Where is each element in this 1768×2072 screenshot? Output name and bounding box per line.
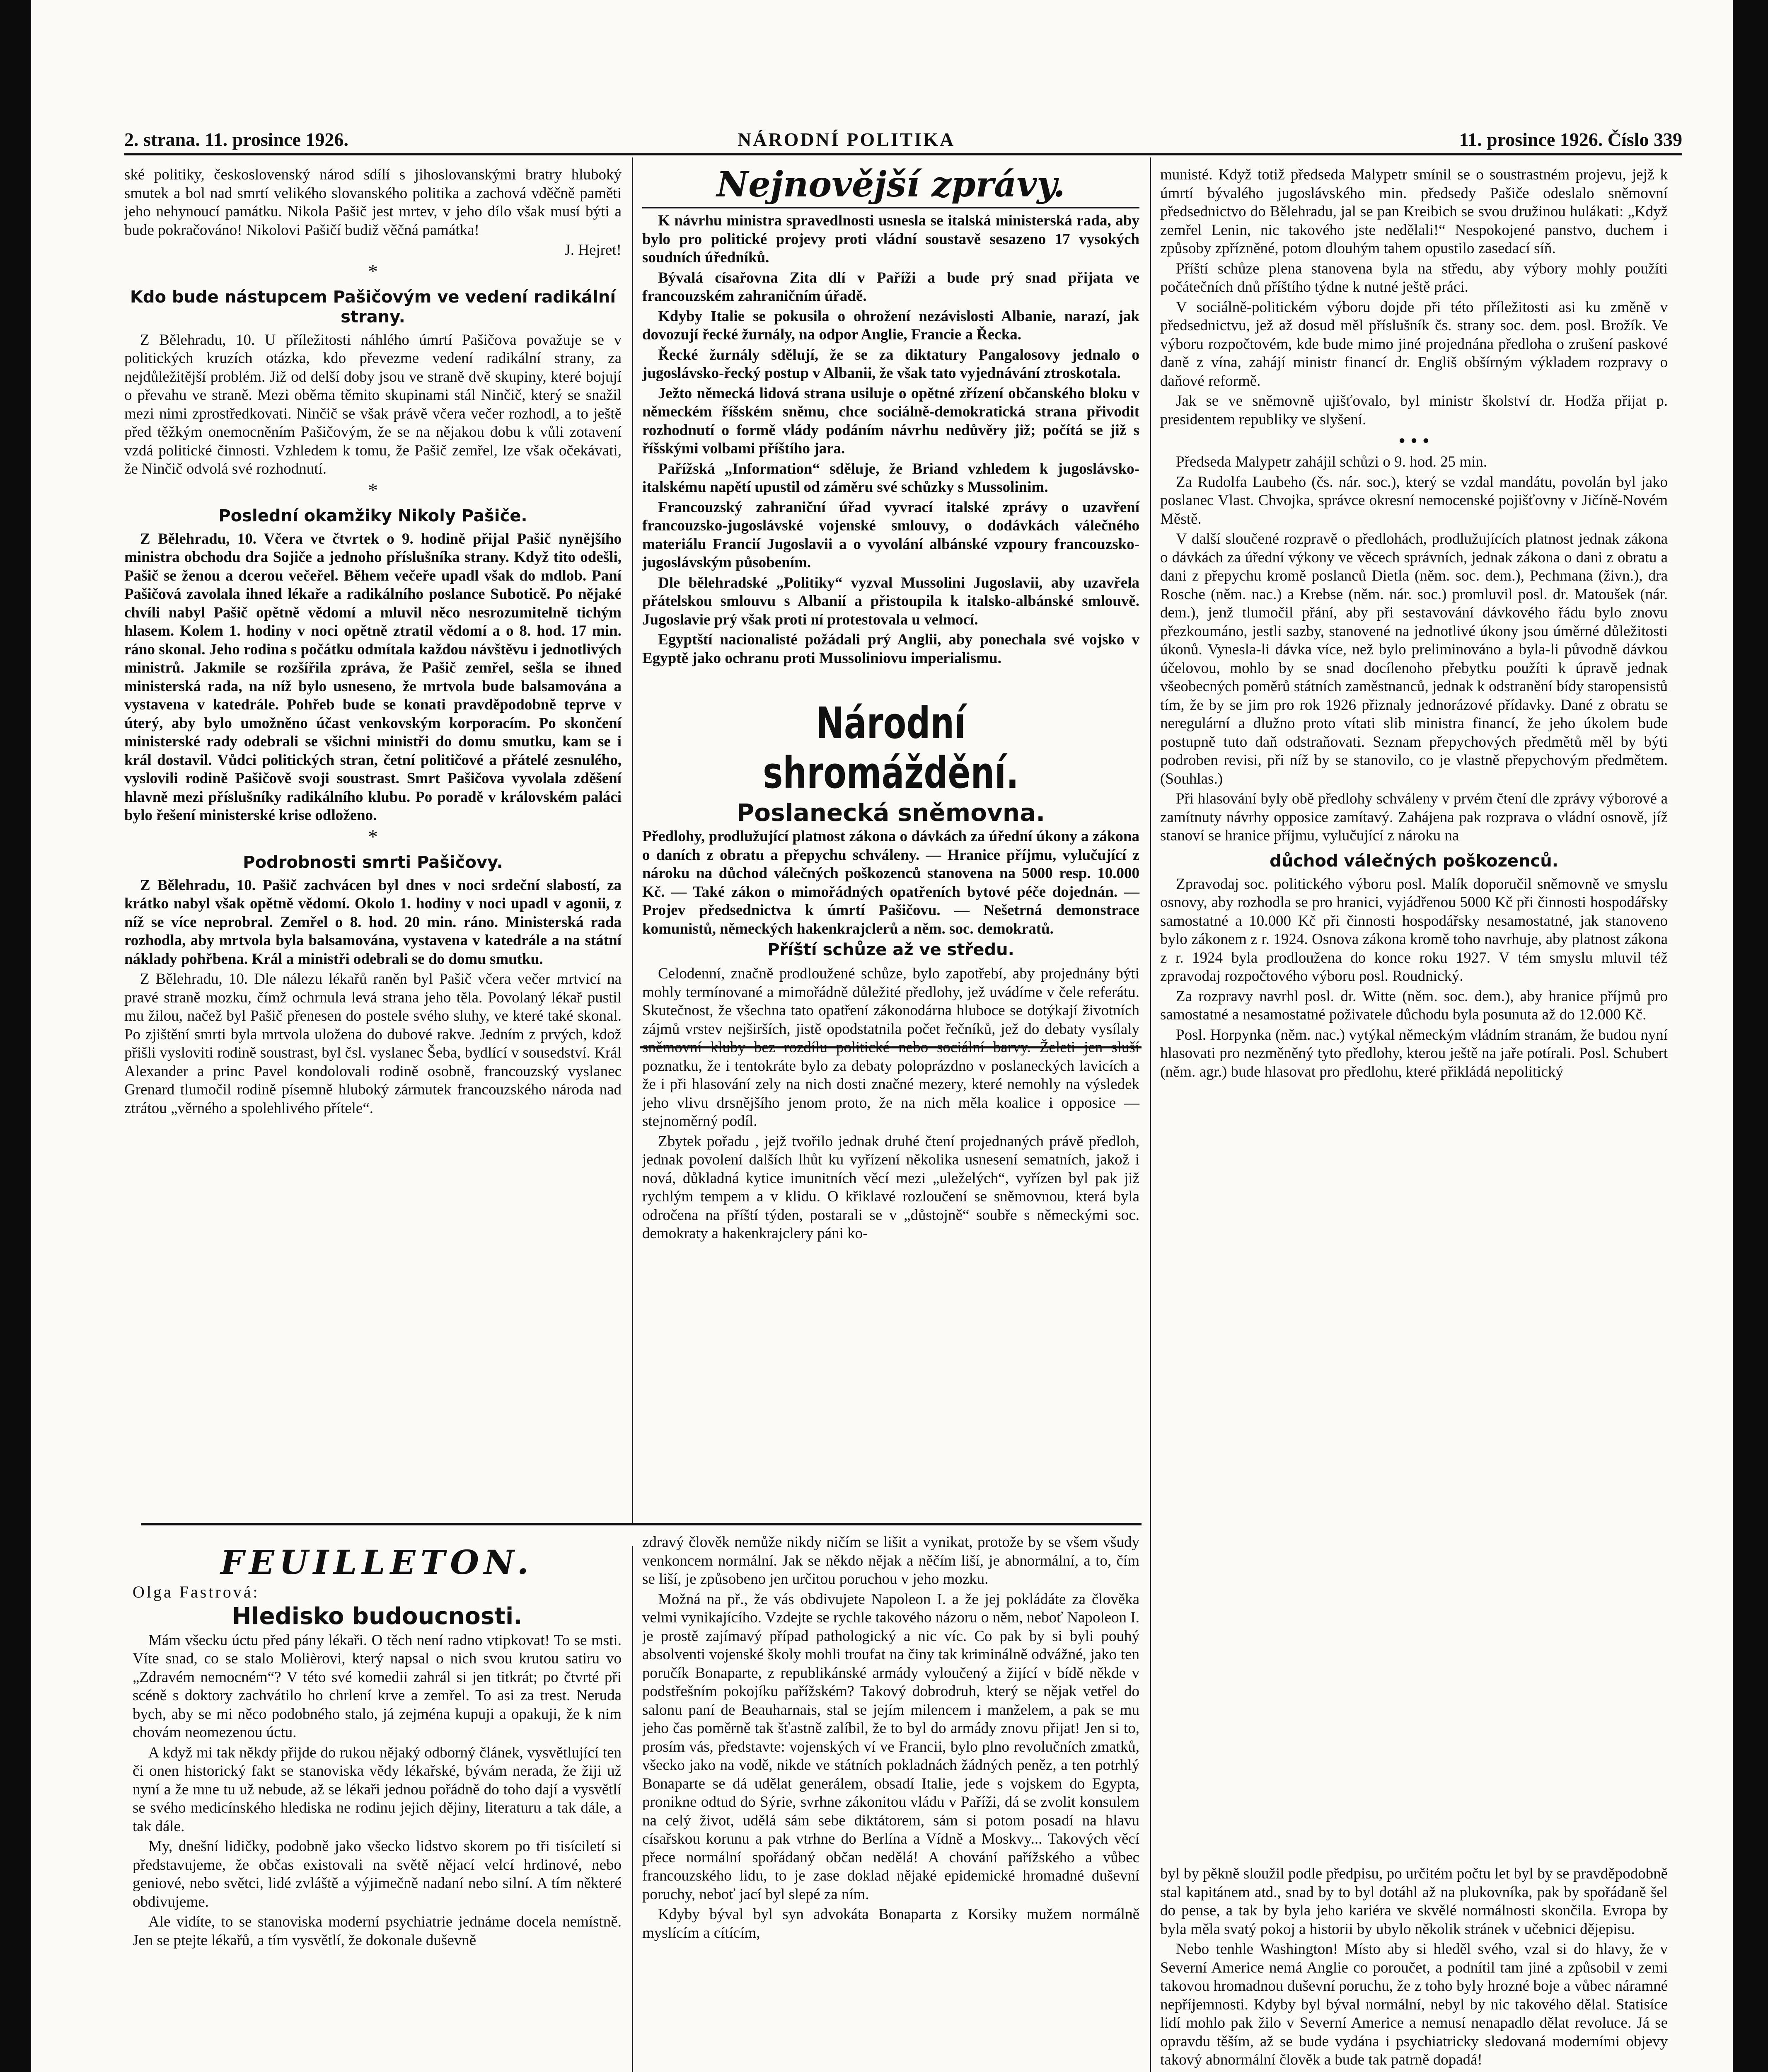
news-item: K návrhu ministra spravedlnosti usnesla se italská ministerská rada, aby bylo pro politické projevy proti vládní soustavě sesazeno 17 vysokých soudních úředníků. — [642, 212, 1139, 266]
feuilleton-text: My, dnešní lidičky, podobně jako všecko lidstvo skorem po tři tisíciletí si představujeme, že občas existovali na světě nějací velcí hrdinové, nebo geniové, nebo světci, lidé zvláště a výjimečně nadaní nebo silní. A tím některé obdivujeme. — [133, 1838, 622, 1910]
separator-asterisk: * — [368, 825, 378, 848]
article-text: Za rozpravy navrhl posl. dr. Witte (něm. soc. dem.), aby hranice příjmů pro samostatné a nesamostatné poživatele důchodu byla posunuta až do 12.000 Kč. — [1160, 988, 1668, 1023]
separator-dots: • • • — [1398, 430, 1429, 452]
feuilleton-column-1 — [133, 1542, 622, 1951]
article-text: Při hlasování byly obě předlohy schváleny v prvém čtení dle zprávy výborové a zamítnuty návrhy opposice zamítavý. Zahájena pak rozprava o vládní osnově, jíž stanoví se hranice příjmu, vylučující z nároku na — [1160, 790, 1668, 844]
feuilleton-column-3 — [1160, 1865, 1668, 2072]
column-rule — [1150, 157, 1151, 2072]
article-text: V sociálně-politickém výboru dojde při této příležitosti asi ku změně v předsednictvu, jež až dosud měl příslušník čs. strany soc. dem. posl. Brožík. Ve výboru rozpočtovém, kde bude mimo jiné projednána předloha o zrušení paskové daně z vína, zahájí ministr financí dr. Engliš obšírným výkladem rozpravy o daňové reformě. — [1160, 298, 1668, 390]
feuilleton-rule — [141, 1523, 1142, 1525]
news-item: Ježto německá lidová strana usiluje o opětné zřízení občanského bloku v německém říšském sněmu, chce sociálně-demokratická strana přivodit rozhodnutí o formě vlády podáním návrhu nedůvěry již; počítá se již s říšskými volbami příštího jara. — [642, 385, 1139, 457]
feuilleton-text: byl by pěkně sloužil podle předpisu, po určitém počtu let byl by se pravděpodobně stal kapitánem atd., snad by to byl dotáhl až na plukovníka, pak by spořádaně šel do pense, a tak by byla jeho kariéra ve skvělé normálnosti skončila. Evropa by byla měla svatý pokoj a historii by ubylo několik stránek v učebnici dějepisu. — [1160, 1865, 1668, 1938]
news-item: Bývalá císařovna Zita dlí v Paříži a bude prý snad přijata ve francouzském zahraničním úřadě. — [642, 269, 1139, 305]
feuilleton-text: zdravý člověk nemůže nikdy ničím se lišit a vynikat, protože by se všem všudy venkoncem normální. Jak se někdo nějak a něčím liší, je abnormální, a to, čím se liší, je způsobeno jen určitou poruchou v jeho mozku. — [642, 1534, 1139, 1588]
section-title: Národní shromáždění. — [763, 698, 1019, 798]
article-text: Zbytek pořadu , jejž tvořilo jednak druhé čtení projednaných právě předloh, jednak povolení dalších lhůt ku vyřízení několika usnesení sematních, jakož i nová, důkladná kytice imunitních věcí mezi „uleželých“, vyřízen byl pak již rychlým tempem a v klidu. O křiklavé rozloučení se sněmovnou, která byla odročena na příští týden, postarali se v „důstojně“ soubře s německými soc. demokraty a hakenkrajclery páni ko- — [642, 1133, 1139, 1242]
article-text: ské politiky, československý národ sdílí s jihoslovanskými bratry hluboký smutek a bol nad smrtí velikého slovanského politika a zachová vděčně paměti jeho nehynoucí památku. Nikola Pašič jest mrtev, v jeho dílo však musí býti a bude pokračováno! Nikolovi Pašičí budiž věčná památka! — [124, 166, 622, 239]
feuilleton-column-2 — [642, 1533, 1139, 1944]
next-session: Příští schůze až ve středu. — [767, 940, 1014, 959]
signature: J. Hejret! — [564, 242, 622, 259]
column-rule — [632, 1546, 633, 2072]
feuilleton-text: Možná na př., že vás obdivujete Napoleon I. a že jej pokládáte za člověka velmi vynikajícího. Vzdejte se rychle takového názoru o něm, neboť Napoleon I. je prostě zajímavý případ pathologický a nic víc. Co pak by si byli pouhý absolventi vojenské školy mohli troufat na činy tak kriminálně odvážné, jako ten poručík Bonaparte, z republikánské armády vyloučený a žijící v bídě někde v podstřešním pokojíku pařížském? Takový dobrodruh, který se nějak vetřel do salonu paní de Beauharnais, stal se jejím milencem i manželem, a pak se mu jeho čas poměrně tak šťastně zalíbil, že to byl do armády znovu přijat! Jen si to, prosím vás, představte: vojenských ví ve Francii, bylo plno revolučních zmatků, všecko jako na vodě, nikde ve státních pokladnách žádných peněz, a ten potrhlý Bonaparte se dá udělat generálem, obsadí Italie, jede s vojskem do Egypta, pronikne odtud do Sýrie, svrhne zákonitou vládu v Paříži, dá se zvolit konsulem na celý život, udělá sám sebe diktátorem, sám si potom posadí na hlavu císařskou korunu a pak vtrhne do Berlína a Vídně a Moskvy... Takových věcí přece normální spořádaný občan nedělá! A chování pařížského a vůbec francouzského lidu, to je zase doklad nějaké epidemické hromadné duševní poruchy, neboť jací byl slepé za ním. — [642, 1590, 1139, 1903]
news-item: Dle bělehradské „Politiky“ vyzval Mussolini Jugoslavii, aby uzavřela přátelskou smlouvu s Albanií a přistoupila k italsko-albánské smlouvě. Jugoslavie prý však proti ní protestovala u velmocí. — [642, 574, 1139, 628]
article-text: Z Bělehradu, 10. Pašič zachvácen byl dnes v noci srdeční slabostí, za krátko nabyl však opětně vědomí. Okolo 1. hodiny v noci upadl v agonii, z níž se více neprobral. Zemřel o 8. hod. 20 min. ráno. Ministerská rada rozhodla, aby mrtvola byla balsamována, vystavena v katedrále a na státní náklady pohřbena. Král a ministři odebrali se do domu smutku. — [124, 876, 622, 968]
article-text: Posl. Horpynka (něm. nac.) vytýkal německým vládním stranám, že budou nyní hlasovati pro nezměněný tyto předlohy, kterou ještě na jaře potírali. Posl. Schubert (něm. agr.) bude hlasovat pro předlohu, které přikládá nepolitický — [1160, 1026, 1668, 1080]
feuilleton-text: Ale vidíte, to se stanoviska moderní psychiatrie jednáme docela nemístně. Jen se ptejte lékařů, a tím vysvětlí, že dokonale duševně — [133, 1913, 622, 1949]
article-text: Předseda Malypetr zahájil schůzi o 9. hod. 25 min. — [1176, 453, 1487, 470]
column-3 — [1160, 166, 1668, 1083]
article-text: Zpravodaj soc. politického výboru posl. Malík doporučil sněmovně ve smyslu osnovy, aby rozhodla se pro hranici, vyjádřenou 5000 Kč při činnosti hospodářsky samostatné a 10.000 Kč při činnosti hospodářsky nesamostatné, jak stanoveno bylo zákonem z r. 1924. Osnova zákona kromě toho navrhuje, aby platnost zákona z r. 1924 byla prodloužena do konce roku 1927. V tém smyslu mluvil též zpravodaj rozpočtového výboru posl. Roudnický. — [1160, 875, 1668, 985]
agenda-summary: Předlohy, prodlužující platnost zákona o dávkách za úřední úkony a zákona o daních z obratu a přepychu schváleny. — Hranice příjmu, vylučující z nároku na důchod válečných poškozenců stanovena na 5000 resp. 10.000 Kč. — Také zákon o mimořádných opatřeních bytové péče dojednán. — Projev předsednictva k úmrtí Pašičovu. — Nešetrná demonstrace komunistů, německých hakenkrajclerů a něm. soc. demokratů. — [642, 828, 1139, 937]
article-headline: Kdo bude nástupcem Pašičovým ve vedení radikální strany. — [130, 287, 616, 327]
header-left: 2. strana. 11. prosince 1926. — [124, 129, 348, 150]
column-2 — [642, 164, 1139, 1245]
scan-edge-left — [0, 0, 31, 2072]
separator-asterisk: * — [368, 479, 378, 501]
news-item: Egyptští nacionalisté požádali prý Anglii, aby ponechala své vojsko v Egyptě jako ochranu proti Mussoliniovu imperialismu. — [642, 631, 1139, 667]
article-text: Z Bělehradu, 10. Dle nálezu lékařů raněn byl Pašič včera večer mrtvicí na pravé straně mozku, čímž ochrnula levá strana jeho těla. Povolaný lékař pustil mu žilou, načež byl Pašič přenesen do postele svého sluhy, ve které také skonal. Po zjištění smrti byla mrtvola uložena do dubové rakve. Jedním z prvých, kdož přišli vysloviti rodině soustrast, byl čsl. vyslanec Šeba, bydlící v sousedství. Král Alexander a princ Pavel kondolovali rodině osobně, francouzský vyslanec Grenard tlumočil rodině písemně hluboký zármutek francouzského národa nad ztrátou „věrného a spolehlivého přítele“. — [124, 971, 622, 1117]
article-text: Za Rudolfa Laubeho (čs. nár. soc.), který se vzdal mandátu, povolán byl jako poslanec Vlast. Chvojka, správce okresní nemocenské pojišťovny v Jičíně-Novém Městě. — [1160, 473, 1668, 528]
article-headline: Podrobnosti smrti Pašičovy. — [243, 852, 503, 872]
banner-rule — [642, 207, 1139, 208]
article-text: Z Bělehradu, 10. U příležitosti náhlého úmrtí Pašičova považuje se v politických kruzích otázka, kdo převezme vedení radikální strany, za nejdůležitější problém. Již od delší doby jsou ve straně dvě skupiny, které bojují o převahu ve straně. Mezi oběma těmito skupinami stál Ninčič, který se snažil mezi nimi zprostředkovati. Ninčič se však právě včera večer rozhodl, a to ještě před těžkým onemocněním Pašičovým, že se na nějakou dobu k vůli zotavení vzdá politické činnosti. Vzhledem k tomu, že Pašič zemřel, lze však očekávati, že Ninčič odvolá své rozhodnutí. — [124, 331, 622, 477]
feuilleton-text: Nebo tenhle Washington! Místo aby si hleděl svého, vzal si do hlavy, že v Severní Americe nemá Anglie co poroučet, a podnítil tam jiné a způsobil v zemi takovou hromadnou duševní poruchu, že z toho byly hrozné boje a vůbec náramné nepříjemnosti. Kdyby byl býval normální, nebyl by nic takového dělal. Statisíce lidí mohlo pak žilo v Severní Americe a nemusí nenapadlo dělat revoluce. Já se opravdu těším, až se bude vydána i psychiatricky sledovaná moderními objevy takový abnormální člověk a bude tak patrně dopadá! — [1160, 1941, 1668, 2068]
feuilleton-heading: Hledisko budoucnosti. — [232, 1602, 522, 1630]
column-rule — [632, 157, 633, 1525]
article-text: munisté. Když totiž předseda Malypetr smínil se o soustrastném projevu, jejž k úmrtí bývalého jugoslávského min. předsedy Pašiče odeslalo sněmovní předsednictvo do Bělehradu, jal se pan Kreibich se svou družinou hulákati: „Když zemřel Lenin, nic takového jste nedělali!“ Nespokojené panstvo, duchem i způsoby zpřízněné, potom dlouhým tahem opustilo zasedací síň. — [1160, 166, 1668, 257]
feuilleton-text: A když mi tak někdy přijde do rukou nějaký odborný článek, vysvětlující ten či onen historický fakt se stanoviska vědy lékařské, bývám nerada, že žiji už nyní a že mne tu už nebude, až se lékaři jednou pořádně do toho dají a vysvětlí se svého medicínského hlediska ne rodinu jejich dějiny, literaturu a tak dále, a tak dále. — [133, 1744, 622, 1835]
news-item: Kdyby Italie se pokusila o ohrožení nezávislosti Albanie, narazí, jak dovozují řecké žurnály, na odpor Anglie, Francie a Řecka. — [642, 307, 1139, 343]
article-headline: Poslední okamžiky Nikoly Pašiče. — [218, 506, 527, 525]
news-item: Francouzský zahraniční úřad vyvrací italské zprávy o uzavření francouzsko-jugoslávské vojenské smlouvy, o dodávkách válečného materiálu Francií Jugoslavii a o vyvolání albánské vzpoury francouzsko-jugoslávským působením. — [642, 499, 1139, 571]
news-banner: Nejnovější zprávy. — [716, 164, 1065, 205]
article-text: Z Bělehradu, 10. Včera ve čtvrtek o 9. hodině přijal Pašič nynějšího ministra obchodu dra Sojiče a jednoho příslušníka strany. Když tito odešli, Pašič se ženou a dcerou večeřel. Během večeře upadl však do mdlob. Paní Pašičová zavolala ihned lékaře a radikálního poslance Suboticě. Po nějaké chvíli nabyl Pašič opětně vědomí a mluvil něco nesrozumitelně tichým hlasem. Kolem 1. hodiny v noci opětně ztratil vědomí a o 8. hod. 17 min. ráno skonal. Jeho rodina s počátku odmítala každou návštěvu i jednotlivých ministrů. Jakmile se rozšířila zpráva, že Pašič zemřel, sešla se ihned ministerská rada, na níž bylo usneseno, že mrtvola bude balsamována a vystavena v katedrále. Pohřeb bude se konati pravděpodobně teprve v úterý, aby bylo umožněno účast venkovským korporacím. Po skončení ministerské rady odebrali se všichni ministři do domu smutku, kam se i král dostavil. Vůdci politických stran, četní političové a přátelé zesnulého, vyslovili rodině Pašičově svoji soustrast. Smrt Pašičova vyvolala zděšení hlavně mezi příslušníky radikálního klubu. Po poradě v královském paláci bylo řešení ministerské krise odloženo. — [124, 530, 622, 824]
masthead: NÁRODNÍ POLITIKA — [738, 129, 955, 150]
article-text: V další sloučené rozpravě o předlohách, prodlužujících platnost jednak zákona o dávkách za úřední výkony ve věcech správních, jednak zákona o dani z obratu a dani z přepychu kromě poslanců Dietla (něm. soc. dem.), Pechmana (živn.), dra Rosche (něm. nac.) a Krebse (něm. nár. soc.) promluvil posl. dr. Matoušek (nár. dem.), jenž tlumočil přání, aby při sestavování dávkového řádu bylo znovu přezkoumáno, jestli sazby, stanovené na jednotlivé úkony jsou úměrné důležitosti úkonů. Vynesla-li dávka více, než bylo preliminováno a byla-li původně dávkou účelovou, mohlo by se snad docílenoho přebytku použíti k úpravě jednak všeobecných poměrů státních zaměstnanců, jednak k odstranění bídy staropensistů tím, že by se jim pro rok 1926 přiznaly jednorázové přídavky. Dané z obratu se neregulární a dlužno proto vítati slib ministra financí, že jeho úkolem bude postupně tuto daň odstraňovati. Seznam přepychových předmětů měl by býti podroben revisi, při níž by se stanovilo, co je vlastně přepychovým předmětem. (Souhlas.) — [1160, 530, 1668, 787]
feuilleton-text: Mám všecku úctu před pány lékaři. O těch není radno vtipkovat! To se msti. Víte snad, co se stalo Molièrovi, který napsal o nich svou krutou satiru vo „Zdravém nemocném“? V této své komedii zahrál si jen titkrát; po čtvrté při scéně s doktory zachvátilo ho chrlení krve a zemřel. To asi za trest. Neruda bych, aby se mi něco podobného stalo, já zejména kupuji a opakuji, že k nim chovám neomezenou úctu. — [133, 1631, 622, 1741]
article-headline: důchod válečných poškozenců. — [1270, 851, 1558, 871]
newspaper-page — [124, 124, 1682, 2072]
feuilleton-title: FEUILLETON. — [220, 1543, 534, 1582]
article-text: Příští schůze plena stanovena byla na středu, aby výbory mohly použíti počátečních dnů příštího týdne k nutné ještě práci. — [1160, 260, 1668, 295]
feuilleton-author: Olga Fastrová: — [133, 1583, 260, 1601]
section-subtitle: Poslanecká sněmovna. — [736, 799, 1045, 827]
article-text: Celodenní, značně prodloužené schůze, bylo zapotřebí, aby projednány býti mohly termínované a mimořádně důležité předlohy, jež uvádíme v čele referátu. Skutečnost, že všechna tato opatření zákonodárna hluboce se dotýkají životních zájmů vrstev nejširších, jistě opodstatnila počet řečníků, jež do debaty vysílaly sněmovní kluby bez rozdílu politické nebo sociální barvy. Želeti jen sluší poznatku, že i tentokráte bylo za debaty poloprázdno v poslaneckých lavicích a že i při hlasování zely na nich dosti značné mezery, které nemohly na výsledek jeho vlivu drsnějšího jenom proto, že na nich měla koalice i opposice — stejnoměrný podíl. — [642, 965, 1139, 1130]
news-item: Pařížská „Information“ sděluje, že Briand vzhledem k jugoslávsko-italskému napětí upustil od záměru své schůzky s Mussolinim. — [642, 460, 1139, 496]
page-header — [124, 124, 1682, 155]
scan-edge-right — [1733, 0, 1768, 2072]
feuilleton-text: Kdyby býval byl syn advokáta Bonaparta z Korsiky mužem normálně myslícím a cítícím, — [642, 1906, 1139, 1941]
article-text: Jak se ve sněmovně ujišťovalo, byl ministr školství dr. Hodža přijat p. presidentem republiky ve slyšení. — [1160, 392, 1668, 428]
header-right: 11. prosince 1926. Číslo 339 — [1459, 129, 1682, 150]
separator-asterisk: * — [368, 260, 378, 283]
column-1 — [124, 166, 622, 1119]
news-item: Řecké žurnály sdělují, že se za diktatury Pangalosovy jednalo o jugoslávsko-řecký postup v Albanii, že však tato vyjednávání ztroskotala. — [642, 346, 1139, 382]
